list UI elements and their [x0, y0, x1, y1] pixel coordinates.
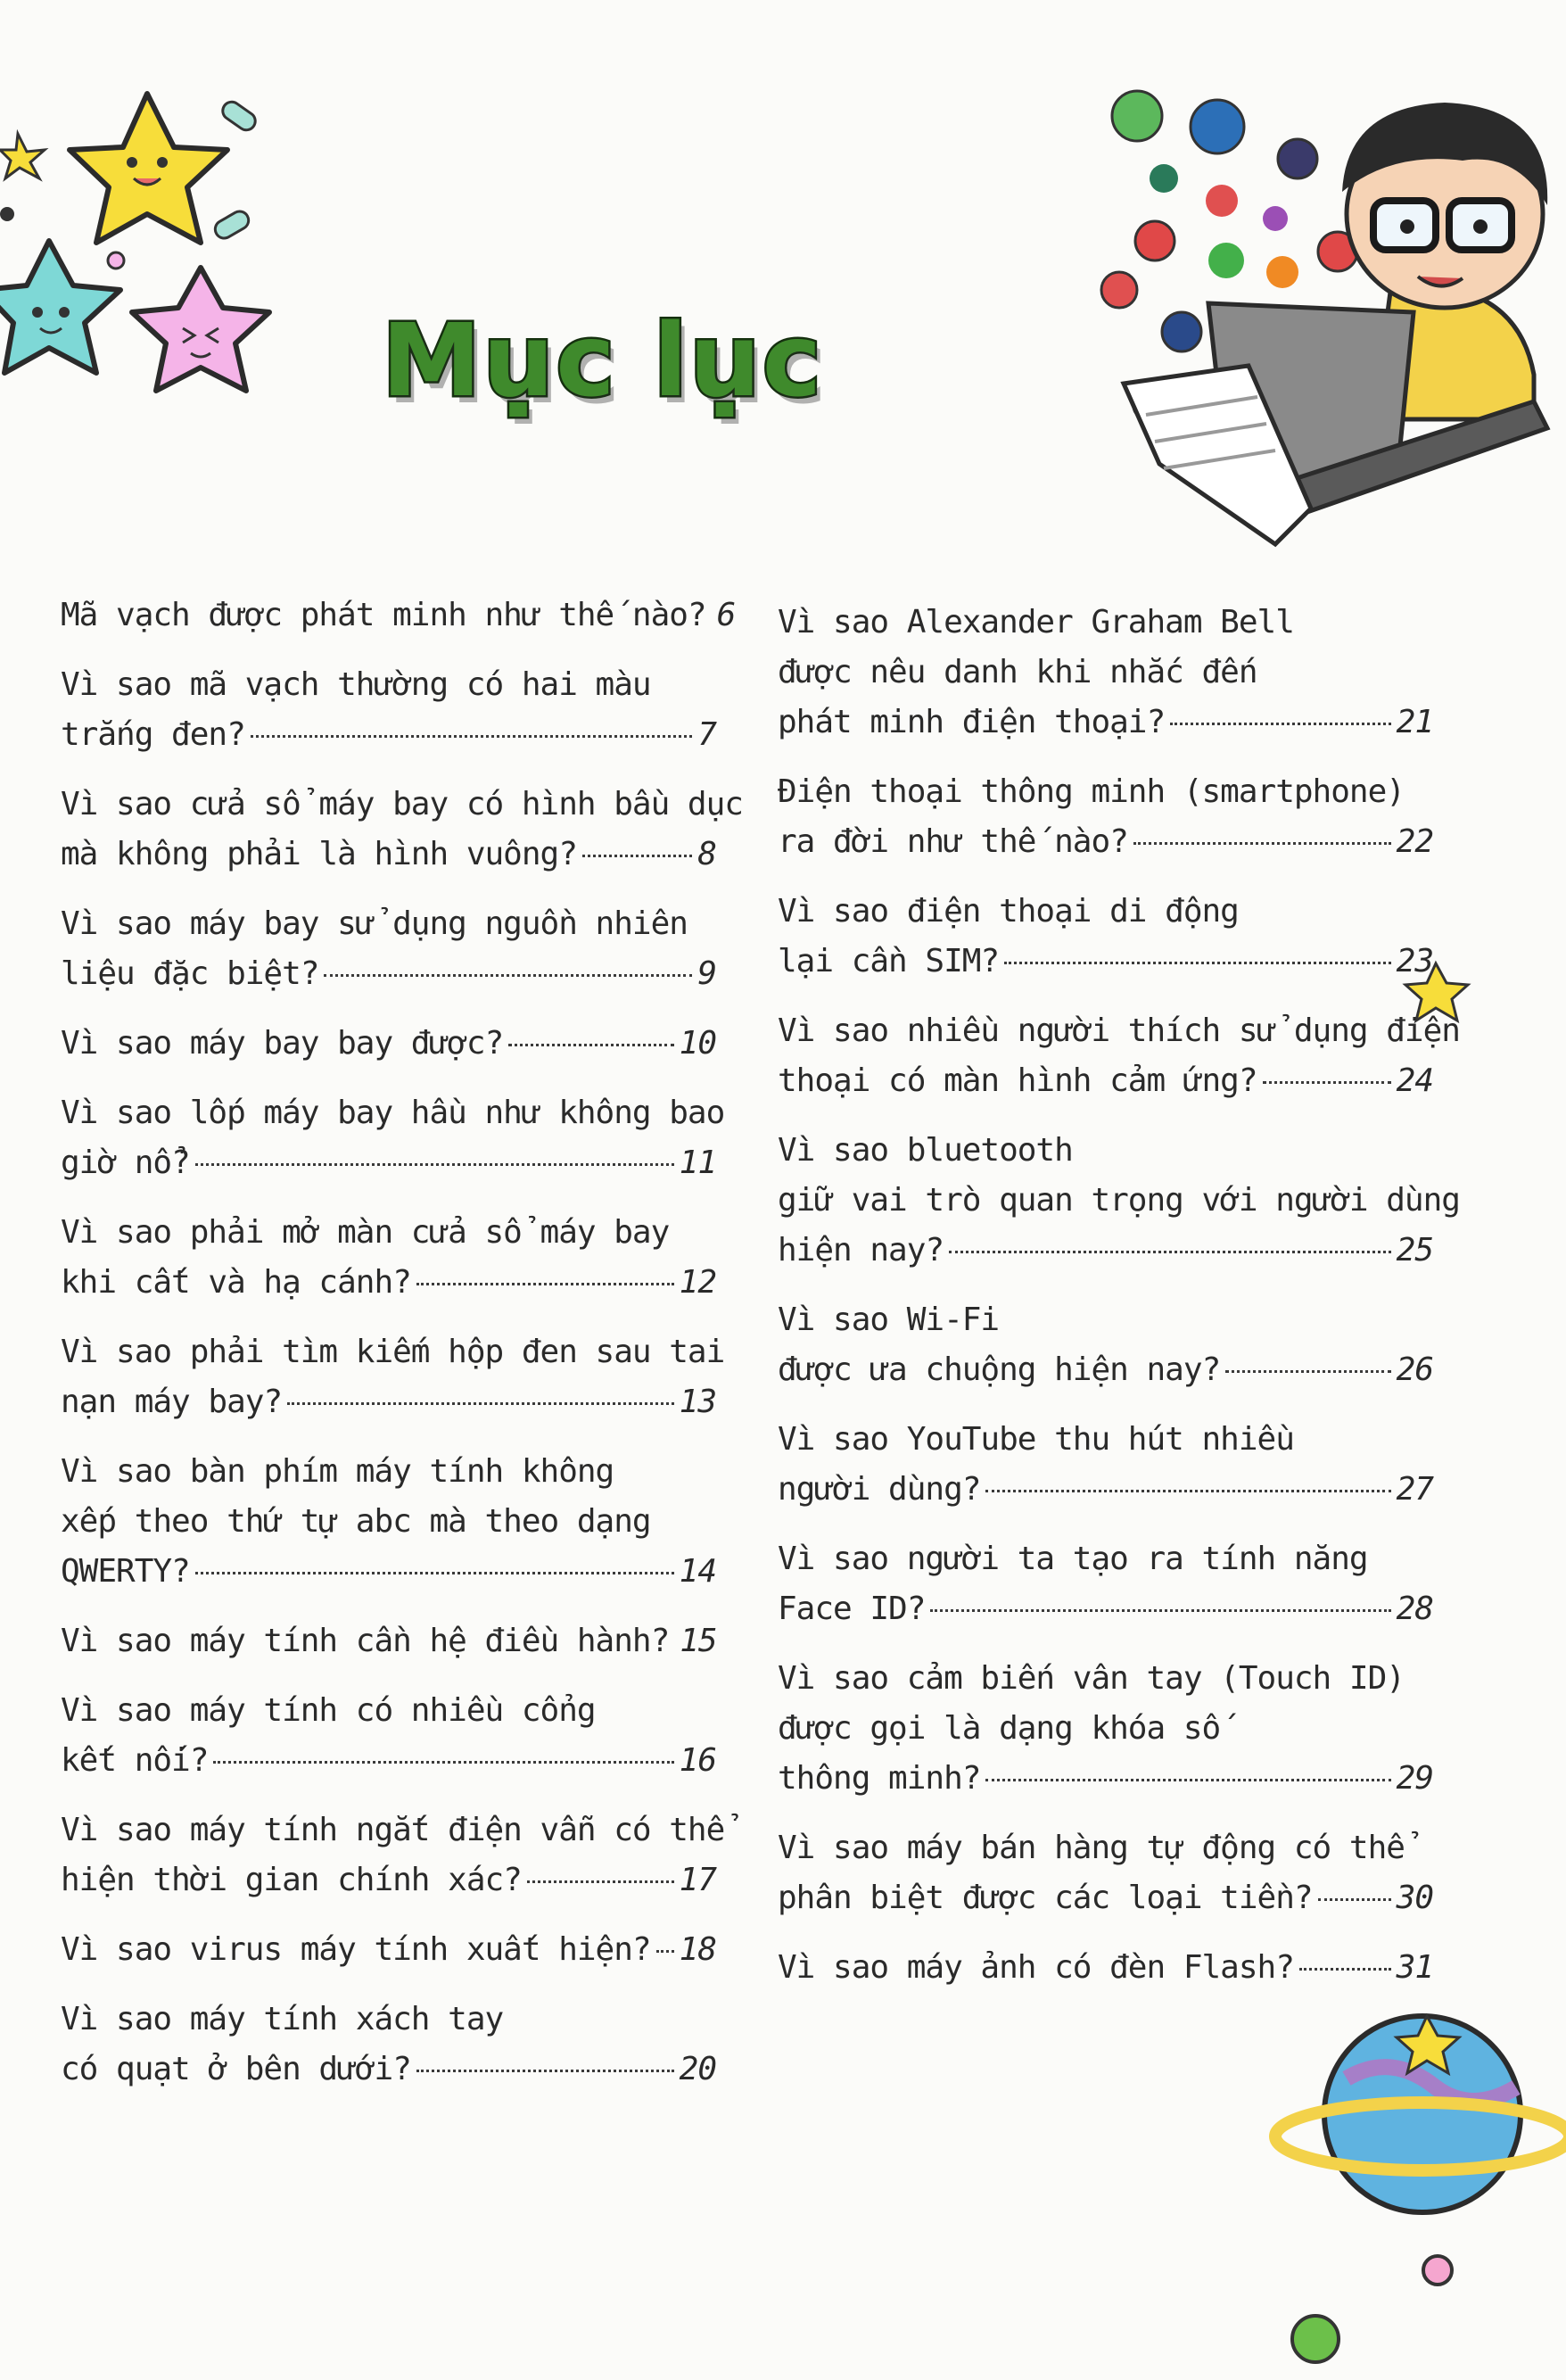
toc-entry-text: Vì sao phải mở màn cửa sổ máy bay	[61, 1214, 670, 1251]
toc-entry[interactable]	[778, 1126, 1460, 1276]
page-number: 26	[1396, 1351, 1433, 1388]
toc-entry-text: mà không phải là hình vuông?	[61, 836, 577, 872]
toc-entry-text: Vì sao máy tính có nhiều cổng	[61, 1692, 596, 1729]
toc-entry[interactable]	[61, 1019, 716, 1069]
page-number: 20	[679, 2051, 716, 2087]
toc-entry-text: được nêu danh khi nhắc đến	[778, 654, 1257, 690]
app-icon	[1191, 100, 1244, 153]
toc-entry-text: Vì sao điện thoại di động	[778, 893, 1239, 930]
dot-leader	[582, 855, 692, 857]
toc-entry-text: liệu đặc biệt?	[61, 955, 319, 992]
toc-entry-text: thông minh?	[778, 1760, 981, 1797]
dot-leader	[416, 1283, 674, 1285]
toc-left-column	[61, 591, 743, 2114]
page-number: 8	[697, 836, 716, 872]
app-icon	[1266, 256, 1298, 288]
toc-entry-text: được ưa chuộng hiện nay?	[778, 1351, 1221, 1388]
toc-entry-text: Vì sao phải tìm kiếm hộp đen sau tai	[61, 1334, 725, 1370]
page-number: 24	[1396, 1062, 1433, 1099]
page-title: Mục lục	[382, 303, 824, 419]
dot-leader	[1133, 842, 1391, 845]
dot-leader	[416, 2070, 674, 2072]
dot-leader	[656, 1950, 674, 1953]
toc-entry-text: Vì sao máy tính cần hệ điều hành?	[61, 1623, 670, 1659]
toc-entry-text: ra đời như thế nào?	[778, 823, 1128, 860]
toc-entry-text: Vì sao máy bay bay được?	[61, 1025, 504, 1062]
page-number: 6	[716, 597, 736, 633]
toc-entry-text: Vì sao cảm biến vân tay (Touch ID)	[778, 1660, 1405, 1697]
toc-entry-text: giữ vai trò quan trọng với người dùng	[778, 1182, 1460, 1219]
toc-entry-text: Vì sao bluetooth	[778, 1132, 1073, 1169]
dot-leader	[195, 1163, 674, 1166]
page-number: 30	[1396, 1880, 1433, 1916]
toc-entry-text: thoại có màn hình cảm ứng?	[778, 1062, 1257, 1099]
toc-entry[interactable]	[778, 1006, 1460, 1106]
toc-entry[interactable]	[61, 899, 716, 999]
toc-entry[interactable]	[61, 780, 743, 880]
page-number: 11	[679, 1145, 716, 1181]
toc-entry[interactable]	[61, 1447, 716, 1597]
toc-entry-text: giờ nổ?	[61, 1145, 190, 1181]
dot-leader	[1299, 1968, 1391, 1971]
toc-entry-text: kết nối?	[61, 1742, 209, 1779]
star-yellow-icon	[70, 94, 227, 243]
toc-entry-text: Vì sao máy ảnh có đèn Flash?	[778, 1949, 1294, 1986]
dot-icon	[1423, 2256, 1452, 2285]
toc-entry[interactable]	[61, 1806, 725, 1905]
toc-entry-text: Vì sao YouTube thu hút nhiều	[778, 1421, 1294, 1458]
page-number: 18	[679, 1931, 716, 1968]
toc-entry-text: lại cần SIM?	[778, 943, 1000, 979]
dot-icon	[1292, 2316, 1339, 2362]
app-icon	[1206, 185, 1238, 217]
page-number: 31	[1396, 1949, 1433, 1986]
toc-entry-text: Vì sao Wi-Fi	[778, 1302, 1000, 1338]
toc-entry-text: phân biệt được các loại tiền?	[778, 1880, 1313, 1916]
dot-leader	[287, 1402, 674, 1405]
app-icon	[1150, 164, 1178, 193]
toc-entry-text: khi cất và hạ cánh?	[61, 1264, 411, 1301]
toc-entry[interactable]	[778, 887, 1433, 987]
toc-entry[interactable]	[61, 1995, 716, 2095]
app-icon	[1135, 221, 1174, 260]
dot-leader	[930, 1609, 1390, 1612]
page-number: 15	[680, 1623, 717, 1659]
app-icon	[1263, 206, 1288, 231]
toc-entry[interactable]	[61, 1327, 725, 1427]
toc-entry-text: người dùng?	[778, 1471, 981, 1508]
star-pink-icon	[132, 268, 269, 391]
toc-entry-text: Vì sao Alexander Graham Bell	[778, 604, 1294, 640]
dot-leader	[1170, 723, 1390, 725]
toc-entry-text: hiện thời gian chính xác?	[61, 1862, 522, 1898]
toc-entry-text: phát minh điện thoại?	[778, 704, 1166, 740]
toc-entry-text: hiện nay?	[778, 1232, 944, 1269]
toc-entry-text: Vì sao máy tính xách tay	[61, 2001, 504, 2037]
page-number: 14	[679, 1553, 716, 1590]
page-number: 25	[1396, 1232, 1433, 1269]
app-icon	[1101, 272, 1137, 308]
page-number: 23	[1396, 943, 1433, 979]
toc-entry[interactable]	[61, 1616, 716, 1666]
toc-entry[interactable]	[778, 598, 1433, 748]
toc-entry-text: nạn máy bay?	[61, 1384, 283, 1420]
toc-entry-text: Vì sao mã vạch thường có hai màu	[61, 666, 651, 703]
toc-entry-text: Vì sao lốp máy bay hầu như không bao	[61, 1095, 725, 1131]
toc-entry-text: xếp theo thứ tự abc mà theo dạng	[61, 1503, 651, 1540]
toc-entry[interactable]	[778, 767, 1433, 867]
dot-leader	[1004, 962, 1391, 964]
page-number: 22	[1396, 823, 1433, 860]
page-number: 16	[679, 1742, 716, 1779]
toc-entry[interactable]	[61, 660, 716, 760]
page-number: 10	[679, 1025, 716, 1062]
toc-entry-text: được gọi là dạng khóa số	[778, 1710, 1221, 1747]
page-number: 29	[1396, 1760, 1433, 1797]
app-icon	[1208, 243, 1244, 278]
dot-icon	[0, 207, 14, 221]
page-number: 9	[697, 955, 716, 992]
toc-entry-text: Vì sao nhiều người thích sử dụng điện	[778, 1012, 1460, 1049]
page-number: 27	[1396, 1471, 1433, 1508]
toc-entry-text: Vì sao máy tính ngắt điện vẫn có thể	[61, 1812, 725, 1848]
toc-entry-text: Mã vạch được phát minh như thế nào?	[61, 597, 706, 633]
toc-entry-text: Điện thoại thông minh (smartphone)	[778, 773, 1405, 810]
toc-entry[interactable]	[61, 1088, 725, 1188]
dot-leader	[985, 1490, 1390, 1492]
star-teal-icon	[0, 241, 120, 373]
dot-leader	[324, 974, 692, 977]
toc-entry[interactable]	[778, 1823, 1433, 1923]
dot-leader	[1263, 1081, 1391, 1084]
dot-leader	[949, 1251, 1391, 1253]
dot-icon	[108, 252, 124, 269]
toc-entry-text: Vì sao cửa sổ máy bay có hình bầu dục	[61, 786, 743, 822]
dot-leader	[251, 735, 693, 738]
toc-entry-text: Face ID?	[778, 1591, 926, 1627]
toc-entry[interactable]	[778, 1534, 1433, 1634]
app-icon	[1112, 91, 1162, 141]
toc-entry-text: trắng đen?	[61, 716, 245, 753]
app-icon	[1278, 139, 1317, 178]
dot-leader	[527, 1880, 674, 1883]
toc-entry-text: Vì sao máy bán hàng tự động có thể	[778, 1830, 1405, 1866]
dot-leader	[1225, 1370, 1390, 1373]
dot-leader	[213, 1761, 673, 1764]
toc-entry-text: Vì sao bàn phím máy tính không	[61, 1453, 614, 1490]
page-number: 12	[679, 1264, 716, 1301]
toc-entry-text: Vì sao máy bay sử dụng nguồn nhiên	[61, 905, 688, 942]
toc-entry[interactable]	[778, 1295, 1433, 1395]
dash-icon	[219, 98, 259, 133]
page-number: 13	[679, 1384, 716, 1420]
toc-entry-text: QWERTY?	[61, 1553, 190, 1590]
toc-entry-text: Vì sao người ta tạo ra tính năng	[778, 1541, 1368, 1577]
dash-icon	[212, 208, 252, 241]
toc-entry[interactable]	[61, 1925, 716, 1975]
dot-leader	[195, 1572, 674, 1574]
page-number: 21	[1396, 704, 1433, 740]
sparkle-icon	[0, 134, 45, 178]
page-number: 28	[1396, 1591, 1433, 1627]
app-icon	[1162, 312, 1201, 351]
page-number: 7	[697, 716, 716, 753]
dot-leader	[508, 1044, 673, 1046]
toc-right-column	[778, 598, 1460, 2012]
dot-leader	[985, 1779, 1390, 1781]
dot-leader	[1318, 1898, 1391, 1901]
toc-entry[interactable]	[61, 1208, 716, 1308]
toc-entry[interactable]	[61, 591, 736, 640]
page-number: 17	[679, 1862, 716, 1898]
toc-entry-text: có quạt ở bên dưới?	[61, 2051, 411, 2087]
toc-entry[interactable]	[61, 1686, 716, 1786]
toc-entry[interactable]	[778, 1415, 1433, 1515]
toc-entry[interactable]	[778, 1943, 1433, 1993]
toc-entry[interactable]	[778, 1654, 1433, 1804]
toc-entry-text: Vì sao virus máy tính xuất hiện?	[61, 1931, 651, 1968]
